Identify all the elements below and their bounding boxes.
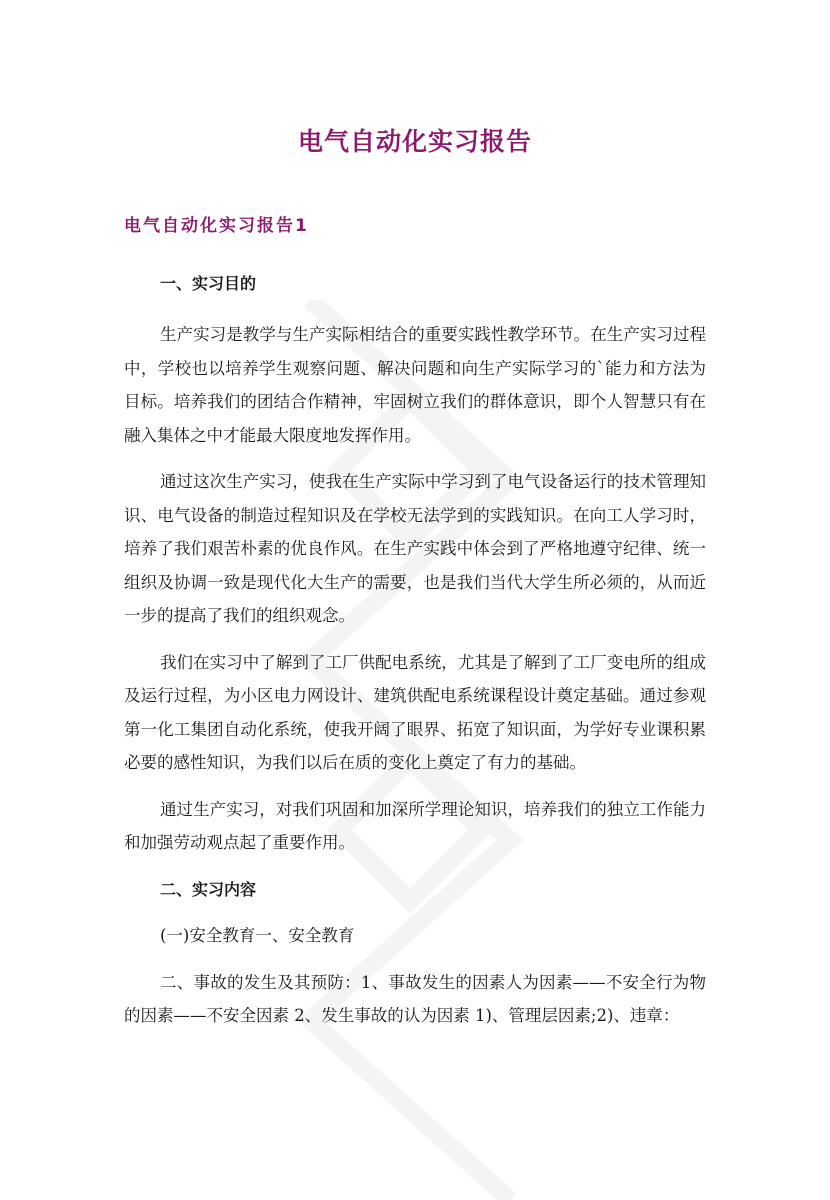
heading-purpose: 一、实习目的 bbox=[160, 274, 257, 293]
paragraph-accidents: 二、事故的发生及其预防：1、事故发生的因素人为因素——不安全行为物的因素——不安全因素 2、发生事故的认为因素 1)、管理层因素;2)、违章： bbox=[124, 972, 706, 1025]
heading-content: 二、实习内容 bbox=[160, 879, 257, 899]
document-body bbox=[124, 272, 706, 1033]
paragraph-4: 通过生产实习，对我们巩固和加深所学理论知识，培养我们的独立工作能力和加强劳动观点起了重要作用。 bbox=[124, 799, 706, 852]
paragraph-1: 生产实习是教学与生产实际相结合的重要实践性教学环节。在生产实习过程中，学校也以培养学生观察问题、解决问题和向生产实际学习的`能力和方法为目标。培养我们的团结合作精神，牢固树立我们的群体意识，即个人智慧只有在融入集体之中才能最大限度地发挥作用。 bbox=[124, 325, 706, 445]
paragraph-3: 我们在实习中了解到了工厂供配电系统，尤其是了解到了工厂变电所的组成及运行过程，为小区电力网设计、建筑供配电系统课程设计奠定基础。通过参观第一化工集团自动化系统，使我开阔了眼界、拓宽了知识面，为学好专业课积累必要的感性知识，为我们以后在质的变化上奠定了有力的基础。 bbox=[124, 652, 706, 772]
sub-item-safety: (一)安全教育一、安全教育 bbox=[160, 926, 355, 945]
section-title: 电气自动化实习报告1 bbox=[124, 216, 309, 236]
paragraph-2: 通过这次生产实习，使我在生产实际中学习到了电气设备运行的技术管理知识、电气设备的制造过程知识及在学校无法学到的实践知识。在向工人学习时，培养了我们艰苦朴素的优良作风。在生产实践中体会到了严格地遵守纪律、统一组织及协调一致是现代化大生产的需要，也是我们当代大学生所必须的，从而近一步的提高了我们的组织观念。 bbox=[124, 472, 706, 625]
document-title: 电气自动化实习报告 bbox=[297, 127, 532, 156]
